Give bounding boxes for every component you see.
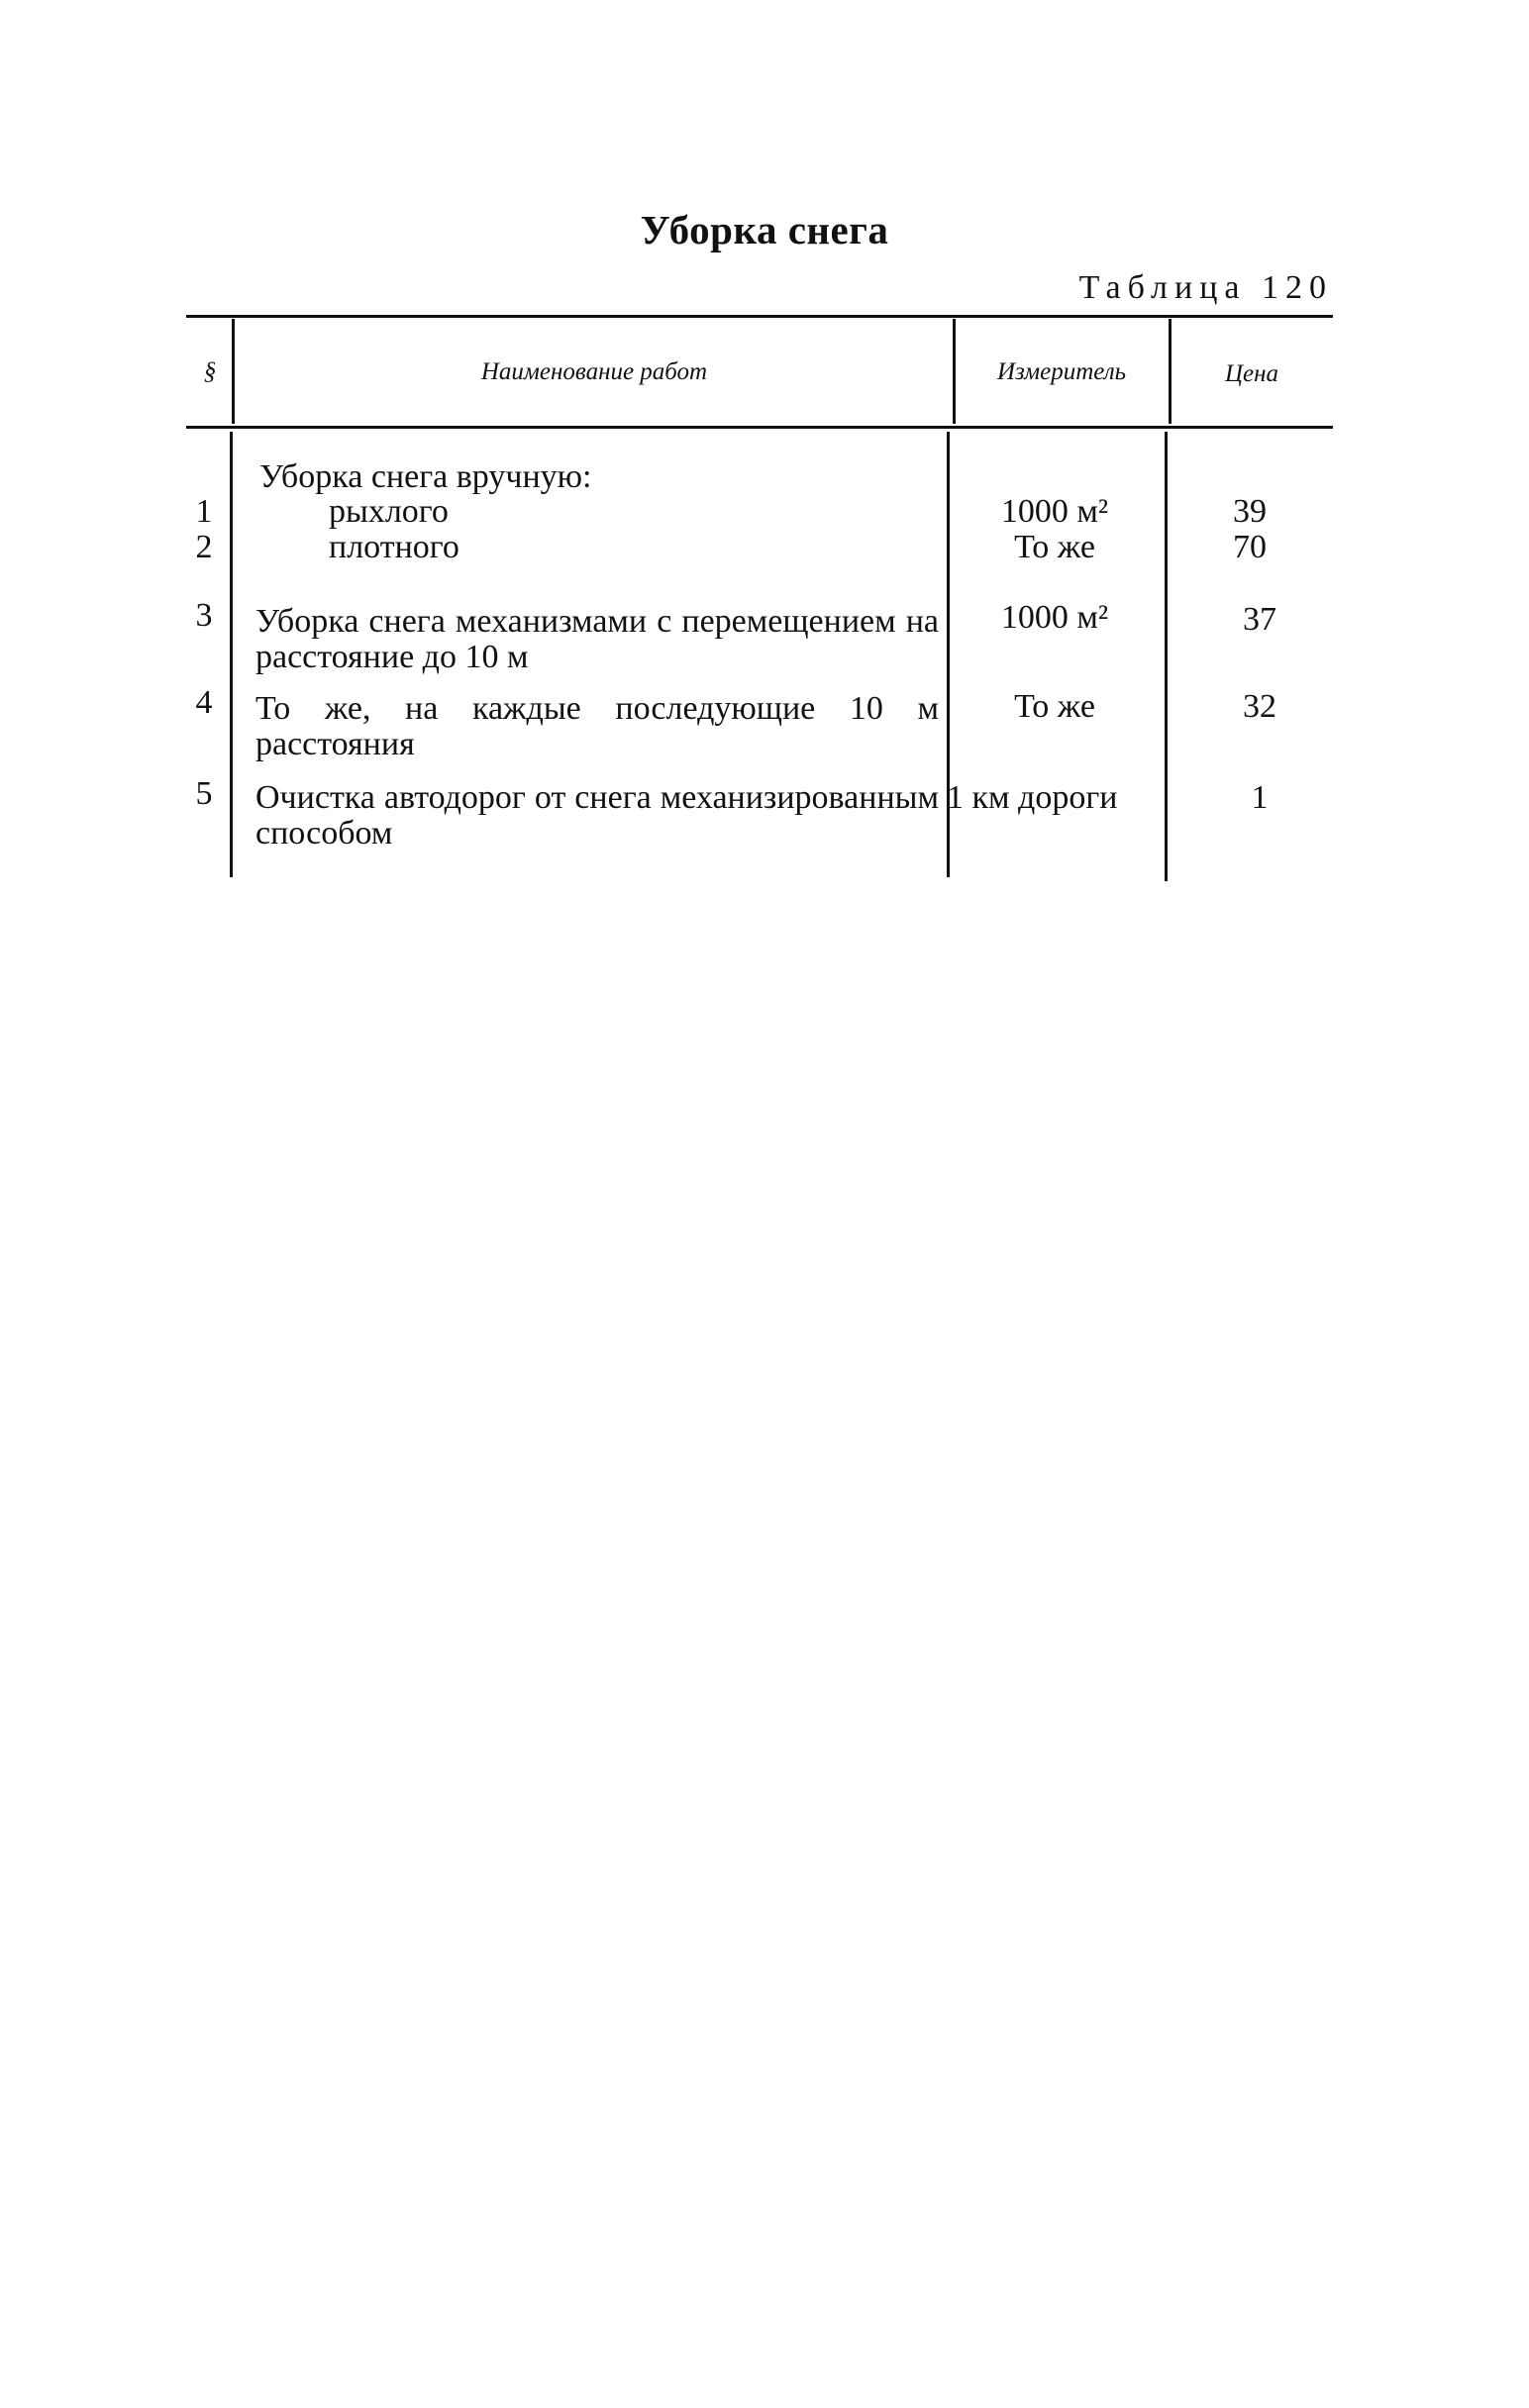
- table-top-rule: [186, 315, 1333, 318]
- row-1-unit: 1000 м²: [1000, 493, 1109, 530]
- row-3-name: Уборка снега механизмами с перемещением на расстояние до 10 м: [255, 603, 939, 675]
- row-4-price: 32: [1243, 688, 1276, 725]
- body-divider-1: [230, 432, 233, 877]
- row-1-price: 39: [1233, 493, 1267, 530]
- header-divider-2: [953, 319, 956, 424]
- row-1-number: 1: [195, 493, 213, 530]
- row-2-price: 70: [1233, 529, 1267, 565]
- header-divider-1: [232, 319, 235, 424]
- row-1-name: рыхлого: [329, 493, 449, 530]
- row-3-price: 37: [1243, 601, 1276, 638]
- row-4-name: То же, на каждые последующие 10 м расстояния: [255, 690, 939, 762]
- row-2-number: 2: [195, 529, 213, 565]
- row-2-unit: То же: [1014, 529, 1095, 565]
- row-3-unit: 1000 м²: [1000, 599, 1109, 636]
- row-5-number: 5: [195, 775, 213, 812]
- row-5-price: 1: [1251, 779, 1269, 816]
- header-section: §: [203, 358, 217, 385]
- page-title: Уборка снега: [640, 207, 889, 252]
- group-title: Уборка снега вручную:: [259, 458, 592, 495]
- row-3-number: 3: [195, 597, 213, 634]
- header-work-name: Наименование работ: [480, 358, 708, 385]
- row-4-number: 4: [195, 684, 213, 721]
- row-2-name: плотного: [329, 529, 459, 565]
- table-number: Таблица 120: [1078, 269, 1333, 306]
- row-5-unit: 1 км дороги: [947, 779, 1118, 816]
- table-header-rule: [186, 426, 1333, 429]
- header-price: Цена: [1224, 360, 1279, 387]
- row-5-name: Очистка автодорог от снега механизированным способом: [255, 779, 939, 852]
- row-4-unit: То же: [1014, 688, 1095, 725]
- header-unit: Измеритель: [996, 358, 1127, 385]
- header-divider-3: [1169, 319, 1172, 424]
